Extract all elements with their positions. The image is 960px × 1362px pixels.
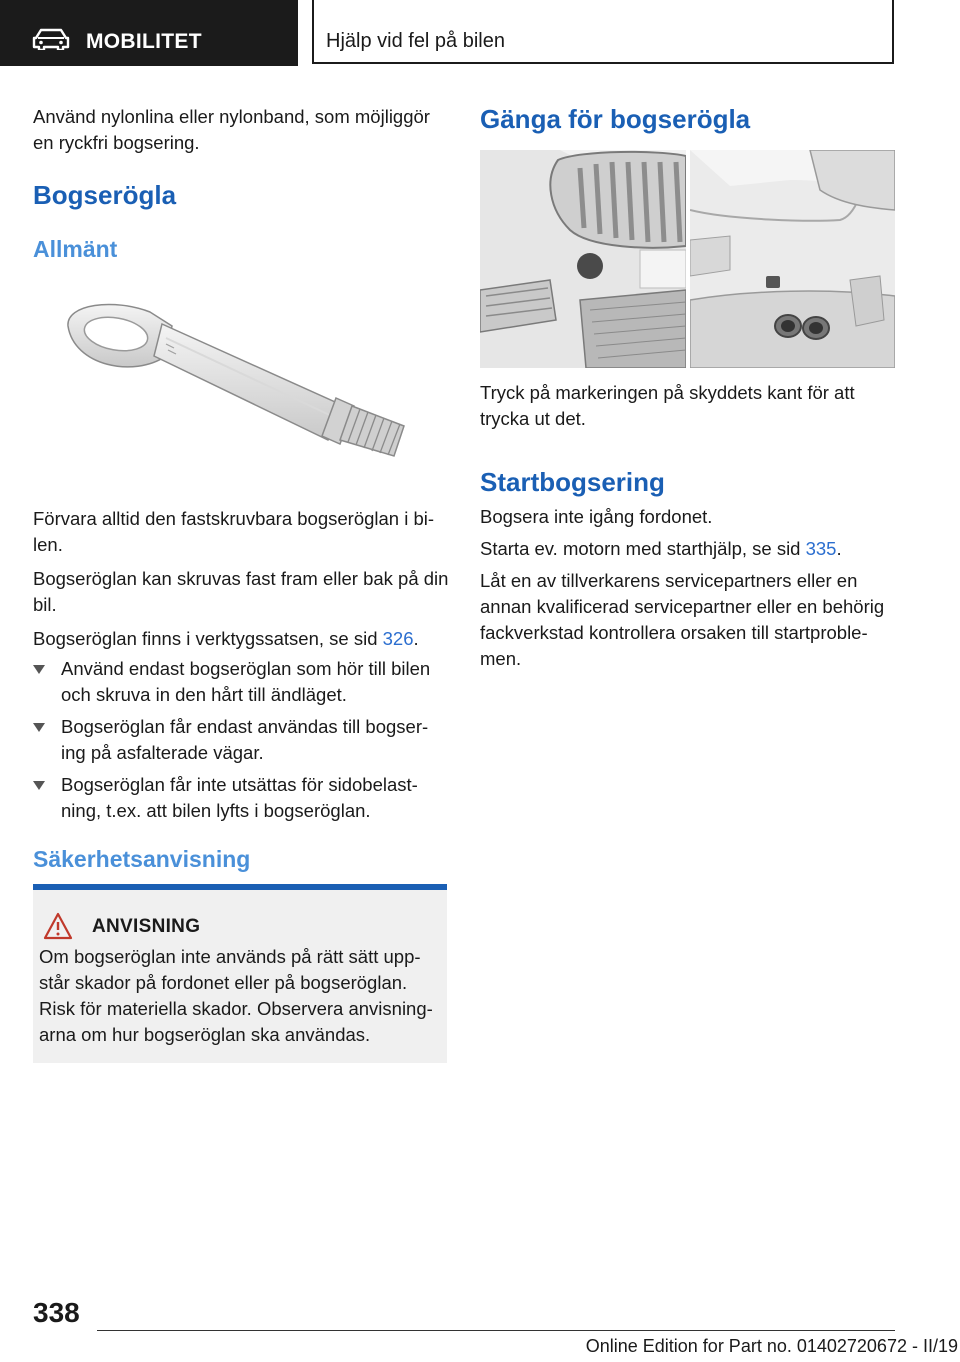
page-link-335[interactable]: 335	[805, 538, 837, 559]
rear-bumper-illustration	[690, 150, 895, 368]
warning-title: ANVISNING	[92, 916, 201, 937]
intro-paragraph: Använd nylonlina eller nylonband, som möjliggör en ryckfri bogsering.	[33, 106, 430, 153]
warning-text: Om bogseröglan inte används på rätt sätt upp-står skador på fordonet eller på bogseröglan. Risk för materiella skador. Observera anvisning-arna om hur bogseröglan ska användas.	[39, 946, 433, 1045]
paragraph-press-cover: Tryck på markeringen på skyddets kant för att trycka ut det.	[480, 382, 855, 429]
paragraph-no-tow-start: Bogsera inte igång fordonet.	[480, 506, 713, 527]
heading-startbogsering: Startbogsering	[480, 467, 665, 497]
warning-box	[33, 884, 447, 1063]
chapter-title: Hjälp vid fel på bilen	[326, 30, 505, 52]
tow-eye-illustration	[54, 294, 438, 484]
heading-bogserogla: Bogserögla	[33, 180, 177, 210]
paragraph-jump-start: Starta ev. motorn med starthjälp, se sid 335.	[480, 538, 842, 559]
triangle-bullet-icon	[33, 781, 45, 790]
paragraph-service: Låt en av tillverkarens servicepartners eller en annan kvalificerad servicepartner eller en behörig fackverkstad kontrollera orsaken till startproble-men.	[480, 570, 885, 669]
warning-icon	[43, 912, 73, 940]
heading-allmant: Allmänt	[33, 236, 118, 262]
car-icon	[32, 28, 70, 50]
footer-divider	[97, 1330, 895, 1331]
paragraph-location: Bogseröglan finns i verktygssatsen, se sid 326.	[33, 628, 419, 649]
section-title: MOBILITET	[86, 30, 202, 53]
edition-text: Online Edition for Part no. 01402720672 - II/19	[585, 1336, 958, 1356]
page-link-326[interactable]: 326	[382, 628, 414, 649]
page-number: 338	[33, 1297, 80, 1328]
heading-sakerhet: Säkerhetsanvisning	[33, 846, 251, 872]
heading-ganga: Gänga för bogserögla	[480, 104, 751, 134]
section-header	[0, 0, 298, 66]
paragraph-store: Förvara alltid den fastskruvbara bogseröglan i bi-len.	[33, 508, 435, 555]
triangle-bullet-icon	[33, 723, 45, 732]
triangle-bullet-icon	[33, 665, 45, 674]
chapter-header	[312, 0, 894, 64]
paragraph-mount: Bogseröglan kan skruvas fast fram eller bak på din bil.	[33, 568, 449, 615]
front-bumper-illustration	[480, 150, 686, 368]
